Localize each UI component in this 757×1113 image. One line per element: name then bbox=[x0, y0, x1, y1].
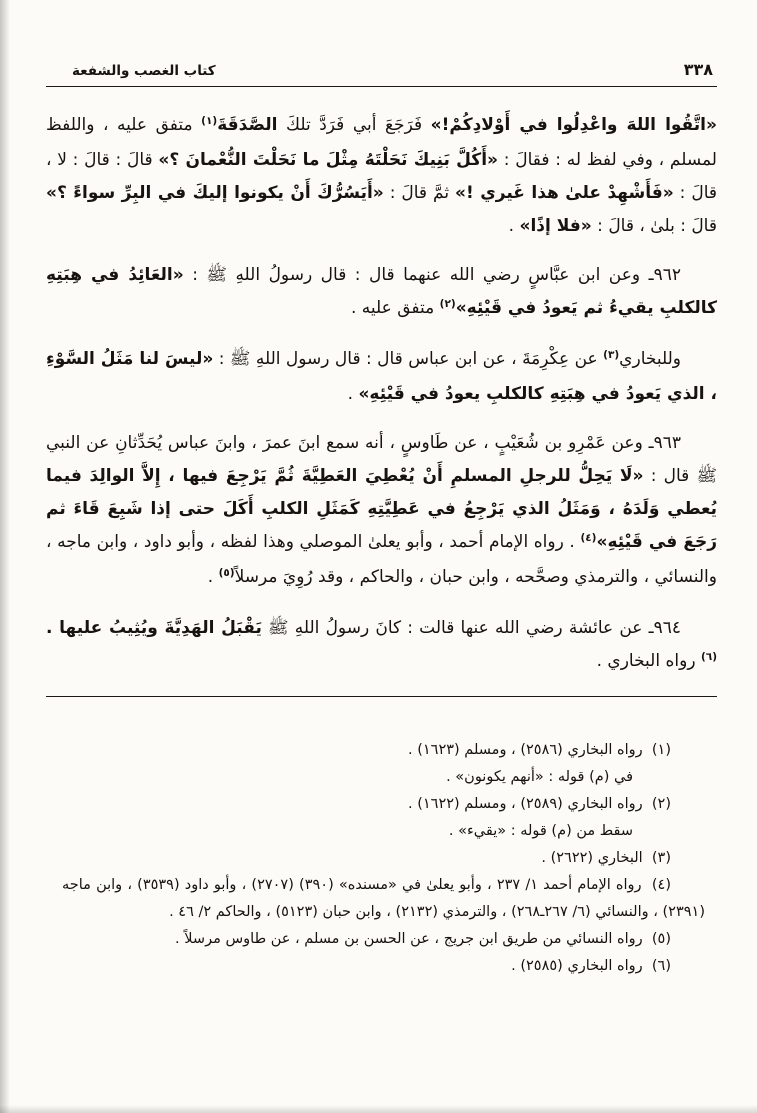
text-segment: قالَ : قالَ : لا ، قالَ : bbox=[46, 150, 718, 203]
text-segment: ٩٦٢ـ وعن ابن عبَّاسٍ رضي الله عنهما قال : قال رسولُ اللهِ ﷺ : bbox=[183, 265, 681, 285]
footnote-text: رواه البخاري (٢٥٨٥) . bbox=[511, 958, 643, 974]
text-segment: «اتَّقُوا اللهَ واعْدِلُوا في أَوْلادِكُمْ!» bbox=[430, 115, 717, 135]
text-segment: «أَكُلَّ بَنِيكَ نَحَلْتَهُ مِثْلَ ما نَحَلْتَ النُّعْمانَ ؟» bbox=[158, 150, 499, 170]
footnotes bbox=[46, 737, 717, 980]
text-segment: . bbox=[207, 567, 219, 587]
paragraph bbox=[46, 343, 717, 411]
footnote-text: رواه الإمام أحمد ١/ ٢٣٧ ، وأبو يعلىٰ في «مسنده» (٣٩٠) (٢٧٠٧) ، وأبو داود (٣٥٣٩) ، وابن ماجه (٢٣٩١) ، والنسائي (٦/ ٢٦٧ـ٢٦٨) ، والترمذي (٢١٣٢) ، وابن حبان (٥١٢٣) ، والحاكم ٢/ ٤٦ . bbox=[62, 877, 705, 920]
footnote bbox=[62, 845, 705, 872]
footnote-marker: (٤) bbox=[651, 877, 671, 893]
header-rule bbox=[46, 86, 717, 87]
footnote-ref: (٦) bbox=[700, 651, 717, 663]
text-segment: عن عِكْرِمَةَ ، عن ابن عباس قال : قال رسول اللهِ ﷺ : bbox=[213, 349, 604, 369]
body-text bbox=[46, 109, 717, 680]
text-segment: رواه البخاري . bbox=[596, 651, 701, 671]
footnote-ref: (٢) bbox=[439, 298, 456, 310]
text-segment: قالَ : بلىٰ ، قالَ : bbox=[591, 216, 717, 236]
text-segment: «فلا إذًا» bbox=[519, 216, 592, 236]
text-segment: . رواه الإمام أحمد ، وأبو يعلىٰ الموصلي وهذا لفظه ، وأبو داود ، وابن ماجه ، والنسائي ، والترمذي وصحَّحه ، وابن حبان ، والحاكم ، وقد رُوِيَ مرسلاً bbox=[46, 532, 717, 587]
footnote-marker: (٣) bbox=[651, 850, 671, 866]
footnote-ref: (٤) bbox=[580, 532, 597, 544]
text-segment: وللبخاري bbox=[619, 349, 681, 369]
footnote bbox=[62, 926, 705, 953]
footnote bbox=[62, 953, 705, 980]
footnote-text: رواه البخاري (٢٥٨٩) ، ومسلم (١٦٢٢) . bbox=[407, 796, 643, 812]
text-segment: ثمَّ قالَ : bbox=[383, 183, 455, 203]
footnote-subnote: في (م) قوله : «أنهم يكونون» . bbox=[446, 769, 633, 785]
paragraph bbox=[46, 612, 717, 680]
paragraph bbox=[46, 109, 717, 243]
footnote-ref: (٥) bbox=[218, 567, 235, 579]
text-segment: «ليسَ لنا مَثَلُ السَّوْءِ ، الذي يَعودُ في هِبَتِهِ كالكلبِ يعودُ في قَيْئِهِ» bbox=[46, 349, 717, 404]
footnote-text: البخاري (٢٦٢٢) . bbox=[541, 850, 643, 866]
text-segment: «العَائِدُ في هِبَتِهِ كالكلبِ يقيءُ ثم يَعودُ في قَيْئِهِ» bbox=[46, 265, 717, 318]
text-segment: متفق عليه ، واللفظ لمسلم ، وفي لفظ له : فقالَ : bbox=[46, 115, 717, 170]
text-segment: فَرَجَعَ أبي فَرَدَّ تلكَ bbox=[277, 115, 431, 135]
footnote bbox=[62, 872, 705, 926]
footnote-marker: (١) bbox=[651, 742, 671, 758]
paragraph bbox=[46, 427, 717, 596]
book-title: كتاب الغصب والشفعة bbox=[72, 63, 216, 79]
page-number: ٣٣٨ bbox=[683, 60, 713, 79]
paragraph bbox=[46, 259, 717, 327]
text-segment: . bbox=[508, 216, 520, 236]
text-segment: متفق عليه . bbox=[351, 298, 440, 318]
footnote-marker: (٦) bbox=[651, 958, 671, 974]
footnote-text: رواه النسائي من طريق ابن جريج ، عن الحسن بن مسلم ، عن طاوس مرسلاً . bbox=[175, 931, 643, 947]
footnote-subnote: سقط من (م) قوله : «يقيء» . bbox=[448, 823, 633, 839]
footnote bbox=[62, 737, 705, 764]
page-header bbox=[46, 60, 717, 79]
text-segment: الصَّدَقَةَ bbox=[217, 115, 278, 135]
text-segment: ٩٦٤ـ عن عائشة رضي الله عنها قالت : كانَ رسولُ اللهِ ﷺ bbox=[261, 618, 681, 638]
text-segment: ٩٦٣ـ وعن عَمْرِو بن شُعَيْبٍ ، عن طَاوسٍ ، أنه سمع ابنَ عمرَ ، وابنَ عباس يُحَدِّثانِ عن النبي ﷺ قال : bbox=[46, 433, 717, 486]
footnote-marker: (٢) bbox=[651, 796, 671, 812]
footnote-ref: (١) bbox=[201, 115, 218, 127]
text-segment: «فَأَشْهِدْ علىٰ هذا غَيري !» bbox=[455, 183, 674, 203]
footnote-text: رواه البخاري (٢٥٨٦) ، ومسلم (١٦٢٣) . bbox=[407, 742, 643, 758]
text-segment: «أَيَسُرُّكَ أَنْ يكونوا إليكَ في البِرِّ سواءً ؟» bbox=[46, 183, 384, 203]
text-segment: . bbox=[347, 384, 359, 404]
text-segment: «لَا يَحِلُّ للرجلِ المسلمِ أَنْ يُعْطِيَ العَطِيَّةَ ثُمَّ يَرْجِعَ فيها ، إِلاَّ الوالِدَ فيما يُعطي وَلَدَهُ ، وَمَثَلُ الذي يَرْجِعُ في عَطِيَّتِهِ كَمَثَلِ الكلبِ أَكَلَ حتى إذا شَبِعَ قَاءَ ثم رَجَعَ في قَيْئِهِ» bbox=[46, 466, 717, 552]
footnote bbox=[62, 791, 705, 818]
text-segment: يَقْبَلُ الهَدِيَّةَ ويُثِيبُ عليها . bbox=[46, 618, 262, 638]
footnote-separator bbox=[46, 696, 717, 697]
footnote-ref: (٣) bbox=[603, 349, 620, 361]
footnote-marker: (٥) bbox=[651, 931, 671, 947]
